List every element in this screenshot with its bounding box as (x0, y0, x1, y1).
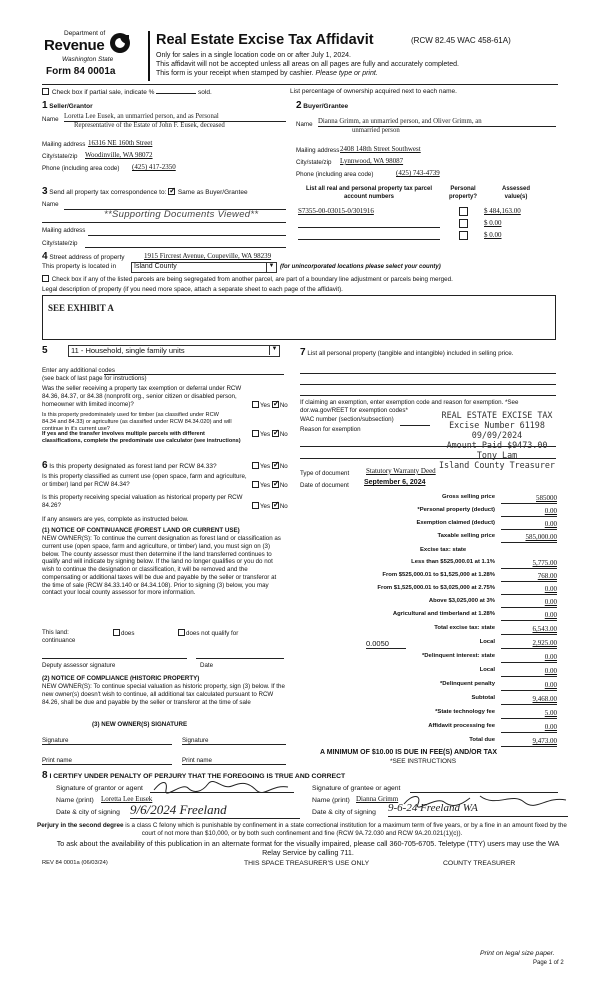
local-excise[interactable]: 2,925.00 (501, 639, 557, 649)
tax-row-int-state: *Delinquent interest: state 0.00 (422, 653, 557, 661)
corr-name-label: Name (42, 201, 59, 208)
buyer-heading: 2 Buyer/Grantee (296, 100, 349, 111)
excise-state-heading: Excise tax: state (420, 547, 467, 553)
county-label: This property is located in (42, 263, 117, 270)
technology-fee[interactable]: 5.00 (501, 709, 557, 719)
grantee-sig-label: Signature of grantee or agent (312, 785, 401, 792)
tax-row-t3: From $1,525,000.01 to $3,025,000 at 2.75% 0.00 (377, 585, 557, 593)
tax-tier-4[interactable]: 0.00 (501, 598, 557, 608)
seller-city[interactable]: Woodinville, WA 98072 (85, 151, 153, 159)
buyer-phone[interactable]: (425) 743-4739 (396, 169, 440, 177)
correspondence-heading: 3 Send all property tax correspondence to: ✓ Same as Buyer/Grantee (42, 186, 248, 199)
header-note-1: Only for sales in a single location code on or after July 1, 2024. (156, 52, 351, 59)
s6-q1-no[interactable] (272, 462, 279, 469)
new-owner-print-field[interactable] (182, 764, 286, 765)
local-rate: 0.0050 (366, 639, 406, 649)
tax-row-total-state: Total excise tax: state 6,543.00 (434, 625, 557, 633)
agency-name: Revenue (44, 37, 105, 54)
grantor-print-name[interactable]: Loretta Lee Eusek (101, 795, 153, 803)
certify-statement: 8 I CERTIFY UNDER PENALTY OF PERJURY THAT THE FOREGOING IS TRUE AND CORRECT (42, 770, 346, 781)
seller-phone-label: Phone (including area code) (42, 165, 120, 172)
seller-mailing-label: Mailing address (42, 141, 86, 148)
corr-city-field[interactable] (85, 247, 286, 248)
tax-row-local: Local 2,925.00 (479, 639, 557, 647)
tax-agricultural[interactable]: 0.00 (501, 611, 557, 621)
form-title: Real Estate Excise Tax Affidavit (156, 32, 374, 48)
s6-q2-no[interactable] (272, 481, 279, 488)
county-select[interactable]: Island County ▼ (131, 262, 277, 273)
tax-tier-2[interactable]: 768.00 (501, 572, 557, 582)
legal-description: SEE EXHIBIT A (48, 303, 114, 313)
corr-line-2[interactable] (42, 222, 286, 223)
s5-q2-note: If yes and the transfer involves multiple parcels with different classifications, complete the predominate use calculator (see instructions) (42, 431, 241, 444)
chevron-down-icon: ▼ (266, 263, 276, 272)
personal-property-deduct[interactable]: 0.00 (501, 507, 557, 517)
tax-row-personal: *Personal property (deduct) 0.00 (417, 507, 557, 515)
tax-row-penalty: *Delinquent penalty 0.00 (440, 681, 557, 689)
s6-q3-yes[interactable] (252, 502, 259, 509)
dor-logo (44, 30, 144, 78)
form-number: Form 84 0001a (46, 66, 116, 77)
additional-codes-label: Enter any additional codes (42, 367, 115, 374)
s5-q2-no[interactable] (272, 430, 279, 437)
tax-row-total: Total due 9,473.00 (469, 737, 557, 745)
deputy-label: Deputy assessor signature (42, 662, 116, 669)
assessed-value[interactable]: $ 0.00 (484, 219, 502, 227)
parcel-row-3[interactable] (298, 239, 440, 240)
s6-q1-row: 6 Is this property designated as forest land per RCW 84.33? (42, 460, 217, 471)
county-note: (for unincorporated locations please select your county) (280, 264, 441, 270)
header-note-2: This affidavit will not be accepted unless all areas on all pages are fully and accurately completed. (156, 61, 459, 68)
section7-row: 7 List all personal property (tangible and intangible) included in selling price. (300, 347, 514, 358)
buyer-mailing[interactable]: 2408 148th Street Southwest (340, 145, 421, 153)
chevron-down-icon: ▼ (269, 346, 279, 355)
ownership-note: List percentage of ownership acquired next to each name. (290, 88, 457, 95)
land-does-not-option: does not qualify for (178, 629, 238, 638)
s5-q2: Is this property predominately used for timber (as classified under RCW 84.34 and 84.33) or agriculture (as classified under RCW 84.34.020) and will continue in it's current use? (42, 412, 232, 432)
deputy-signature-field[interactable] (42, 658, 187, 659)
s5-q2-answers: Yes ✓ No (252, 430, 288, 439)
property-street-row: 4 Street address of property (42, 251, 125, 262)
taxable-selling-price[interactable]: 585,000.00 (501, 533, 557, 543)
buyer-name-label: Name (296, 121, 313, 128)
s6-q1-answers: Yes ✓ No (252, 462, 288, 471)
reason-label: Reason for exemption (300, 426, 361, 433)
grantor-date-label: Date & city of signing (56, 809, 120, 816)
treasurer-receipt-stamp: REAL ESTATE EXCISE TAX Excise Number 61198 09/09/2024 Amount Paid $9473.00 Tony Lam Island County Treasurer (439, 410, 555, 471)
s6-if-yes: If any answers are yes, complete as instructed below. (42, 516, 189, 523)
land-does-checkbox[interactable] (113, 629, 120, 636)
corr-mailing-label: Mailing address (42, 227, 86, 234)
legal-description-box[interactable] (42, 295, 556, 340)
see-back-note: (see back of last page for instructions) (42, 375, 147, 382)
land-does-option: does (113, 629, 134, 638)
delinquent-interest-state[interactable]: 0.00 (501, 653, 557, 663)
wac-field[interactable] (400, 425, 430, 426)
tax-tier-3[interactable]: 0.00 (501, 585, 557, 595)
grantee-print-name[interactable]: Dianna Grimm (356, 795, 399, 803)
this-land-label: This land: continuance (42, 629, 76, 644)
logo-mark (110, 33, 130, 53)
exemption-claim-note: If claiming an exemption, enter exemption code and reason for exemption. *See dor.wa.gov/REET for exemption codes* (300, 399, 519, 414)
s5-q1-no[interactable] (272, 401, 279, 408)
total-due[interactable]: 9,473.00 (501, 737, 557, 747)
grantee-date-city[interactable]: 9-6-24 Freeland WA (388, 802, 568, 817)
seller-name-line2[interactable]: Representative of the Estate of John F. Eusek, deceased (74, 122, 225, 129)
doc-date-label: Date of document (300, 482, 349, 489)
revision-number: REV 84 0001a (06/03/24) (42, 860, 108, 866)
segregated-checkbox[interactable] (42, 275, 49, 282)
personal-property-checkbox[interactable] (459, 219, 468, 228)
s6-q1-yes[interactable] (252, 462, 259, 469)
new-owner-sig-field[interactable] (42, 744, 172, 745)
tax-row-t2: From $525,000.01 to $1,525,000 at 1.28% 768.00 (382, 572, 557, 580)
personal-property-list-1[interactable] (300, 373, 556, 374)
new-owner-print-label: Print name (42, 757, 72, 764)
tax-row-gross: Gross selling price 585000 (441, 494, 557, 502)
new-owner-print-field[interactable] (42, 764, 172, 765)
assessed-value[interactable]: $ 0.00 (484, 231, 502, 239)
top-rule (42, 84, 558, 85)
compliance-heading: (2) NOTICE OF COMPLIANCE (HISTORIC PROPERTY) (42, 675, 200, 682)
grantor-signature (152, 778, 292, 794)
grantee-date-label: Date & city of signing (312, 809, 376, 816)
s6-q2-answers: Yes ✓ No (252, 481, 288, 490)
s5-q1: Was the seller receiving a property tax exemption or deferral under RCW 84.36, 84.37, or 84.38 (nonprofit org., senior citizen or disabled person, homeowner with limited income)? (42, 385, 242, 408)
parcel-number[interactable]: S7355-00-03015-0/301916 (298, 207, 374, 215)
parcel-col-header: List all real and personal property tax parcel account numbers (305, 186, 433, 200)
new-owner-sig-field[interactable] (182, 744, 286, 745)
personal-property-checkbox[interactable] (459, 207, 468, 216)
buyer-name-line2[interactable]: unmarried person (352, 127, 400, 134)
supporting-docs-stamp: **Supporting Documents Viewed** (104, 209, 259, 220)
personal-property-list-2[interactable] (300, 384, 556, 385)
seller-name-label: Name (42, 116, 59, 123)
grantor-sig-label: Signature of grantor or agent (56, 785, 143, 792)
s5-q1-answers: Yes ✓ No (252, 401, 288, 410)
continuance-body: NEW OWNER(S): To continue the current designation as forest land or classification as current use (open space, farm and agriculture, or timber) land, you must sign on (3) below. The county assessor must then determine if the land transferred continues to qualify and will indicate by signing below. If the land no longer qualifies or you do not wish to continue the designation or classification, it will be removed and the compensating or additional taxes will be due and payable by the seller or transferor at the time of sale (RCW 84.33.140 or 84.34.108). Prior to signing (3) below, you may contact your local county assessor for more information. (42, 535, 281, 597)
gross-selling-price[interactable]: 585000 (501, 494, 557, 504)
state-name: Washington State (62, 56, 114, 63)
perjury-notice: Perjury in the second degree is a class C felony which is punishable by confinement in a state correctional institution for a maximum term of five years, or by a fine in an amount fixed by the court of not more than $10,000, or by both such confinement and fine (RCW 9A.72.030 and RCW 9A.20.021(1)(c)). (37, 822, 567, 837)
land-does-not-checkbox[interactable] (178, 629, 185, 636)
personal-col-header: Personal property? (448, 186, 477, 200)
treasurer-use-label: THIS SPACE TREASURER'S USE ONLY (244, 860, 370, 867)
new-owner-print-label: Print name (182, 757, 212, 764)
subtotal[interactable]: 9,468.00 (501, 695, 557, 705)
tax-row-t4: Above $3,025,000 at 3% 0.00 (428, 598, 557, 606)
corr-mailing-field[interactable] (88, 235, 286, 236)
s5-q2-yes[interactable] (252, 430, 259, 437)
tax-row-int-local: Local 0.00 (479, 667, 557, 675)
doc-date[interactable]: September 6, 2024 (364, 479, 426, 486)
personal-property-checkbox[interactable] (459, 231, 468, 240)
see-instructions: *SEE INSTRUCTIONS (390, 758, 457, 765)
partial-sale-checkbox[interactable] (42, 88, 49, 95)
buyer-phone-label: Phone (including area code) (296, 171, 374, 178)
s5-q1-yes[interactable] (252, 401, 259, 408)
buyer-mailing-label: Mailing address (296, 147, 340, 154)
seller-city-label: City/state/zip (42, 153, 78, 160)
tax-row-subtotal: Subtotal 9,468.00 (471, 695, 557, 703)
new-owner-sig-heading: (3) NEW OWNER(S) SIGNATURE (92, 721, 188, 728)
new-owner-sig-label: Signature (42, 737, 69, 744)
tax-row-t5: Agricultural and timberland at 1.28% 0.00 (392, 611, 557, 619)
segregated-row: Check box if any of the listed parcels are being segregated from another parcel, are part of a boundary line adjustment or parcels being merged. (42, 275, 453, 284)
seller-phone[interactable]: (425) 417-2350 (132, 163, 176, 171)
delinquent-penalty[interactable]: 0.00 (501, 681, 557, 691)
exemption-deduct[interactable]: 0.00 (501, 520, 557, 530)
buyer-city[interactable]: Lynnwood, WA 98087 (340, 157, 404, 165)
assessed-col-header: Assessed value(s) (501, 186, 531, 200)
assessed-value[interactable]: $ 484,163.00 (484, 207, 521, 215)
seller-name-line1[interactable]: Loretta Lee Eusek, an unmarried person, and as Personal (64, 113, 286, 122)
deputy-date-field[interactable] (196, 658, 284, 659)
tax-tier-1[interactable]: 5,775.00 (501, 559, 557, 569)
property-street[interactable]: 1915 Fircrest Avenue, Coupeville, WA 98239 (144, 252, 272, 260)
legal-label: Legal description of property (if you need more space, attach a separate sheet to each page of the affidavit). (42, 286, 343, 293)
minimum-note: A MINIMUM OF $10.00 IS DUE IN FEE(S) AND/OR TAX (320, 749, 498, 756)
deputy-date-label: Date (200, 662, 214, 669)
grantor-name-label: Name (print) (56, 797, 94, 804)
seller-heading: 1 Seller/Grantor (42, 100, 93, 111)
section5-num: 5 (42, 345, 48, 356)
print-legal-note: Print on legal size paper. (480, 950, 555, 957)
grantor-date-city[interactable]: 9/6/2024 Freeland (130, 802, 300, 819)
affidavit-fee[interactable]: 0.00 (501, 723, 557, 733)
s6-q2: Is this property classified as current use (open space, farm and agriculture, or timber) land per RCW 84.34? (42, 473, 247, 488)
delinquent-interest-local[interactable]: 0.00 (501, 667, 557, 677)
wac-label: WAC number (section/subsection) (300, 416, 394, 423)
doc-type-label: Type of document (300, 470, 350, 477)
page-number: Page 1 of 2 (533, 960, 564, 966)
buyer-name-line1[interactable]: Dianna Grimm, an unmarried person, and Oliver Grimm, an (318, 118, 556, 127)
compliance-body: NEW OWNER(S): To continue special valuation as historic property, sign (3) below. If the new owner(s) doesn't wish to continue, all additional tax calculated pursuant to RCW 84.26, shall be due and payable by the seller or transferor at the time of sale (42, 683, 285, 706)
seller-mailing[interactable]: 16316 NE 160th Street (88, 139, 153, 147)
s6-q2-yes[interactable] (252, 481, 259, 488)
land-use-select[interactable]: 11 - Household, single family units ▼ (68, 345, 280, 357)
tax-row-exemption: Exemption claimed (deduct) 0.00 (416, 520, 557, 528)
dept-line: Department of (64, 30, 106, 37)
corr-city-label: City/state/zip (42, 240, 78, 247)
doc-type[interactable]: Statutory Warranty Deed (366, 467, 436, 475)
s6-q3-no[interactable] (272, 502, 279, 509)
tax-row-tech: *State technology fee 5.00 (435, 709, 557, 717)
county-treasurer-label: COUNTY TREASURER (443, 860, 516, 867)
s6-q3-answers: Yes ✓ No (252, 502, 288, 511)
personal-property-list-3[interactable] (300, 395, 556, 396)
same-as-buyer-checkbox[interactable] (168, 188, 175, 195)
alternate-format-note: To ask about the availability of this publication in an alternate format for the visually impaired, please call 360-705-6705. Teletype (TTY) users may use the WA Relay Service by calling 711. (56, 839, 560, 857)
partial-sale-row: Check box if partial sale, indicate % sold. (42, 88, 212, 97)
header-divider (148, 31, 150, 81)
s6-q3: Is this property receiving special valuation as historical property per RCW 84.26? (42, 494, 243, 509)
total-excise-state[interactable]: 6,543.00 (501, 625, 557, 635)
tax-row-affidavit: Affidavit processing fee 0.00 (428, 723, 557, 731)
continuance-heading: (1) NOTICE OF CONTINUANCE (FOREST LAND OR CURRENT USE) (42, 527, 240, 534)
header-note-3: This form is your receipt when stamped by cashier. Please type or print. (156, 70, 378, 77)
form-rcw: (RCW 82.45 WAC 458-61A) (411, 36, 511, 45)
tax-row-taxable: Taxable selling price 585,000.00 (437, 533, 557, 541)
tax-row-t1: Less than $525,000.01 at 1.1% 5,775.00 (411, 559, 557, 567)
parcel-row-2[interactable] (298, 227, 440, 228)
buyer-city-label: City/state/zip (296, 159, 332, 166)
new-owner-sig-label: Signature (182, 737, 209, 744)
grantee-name-label: Name (print) (312, 797, 350, 804)
